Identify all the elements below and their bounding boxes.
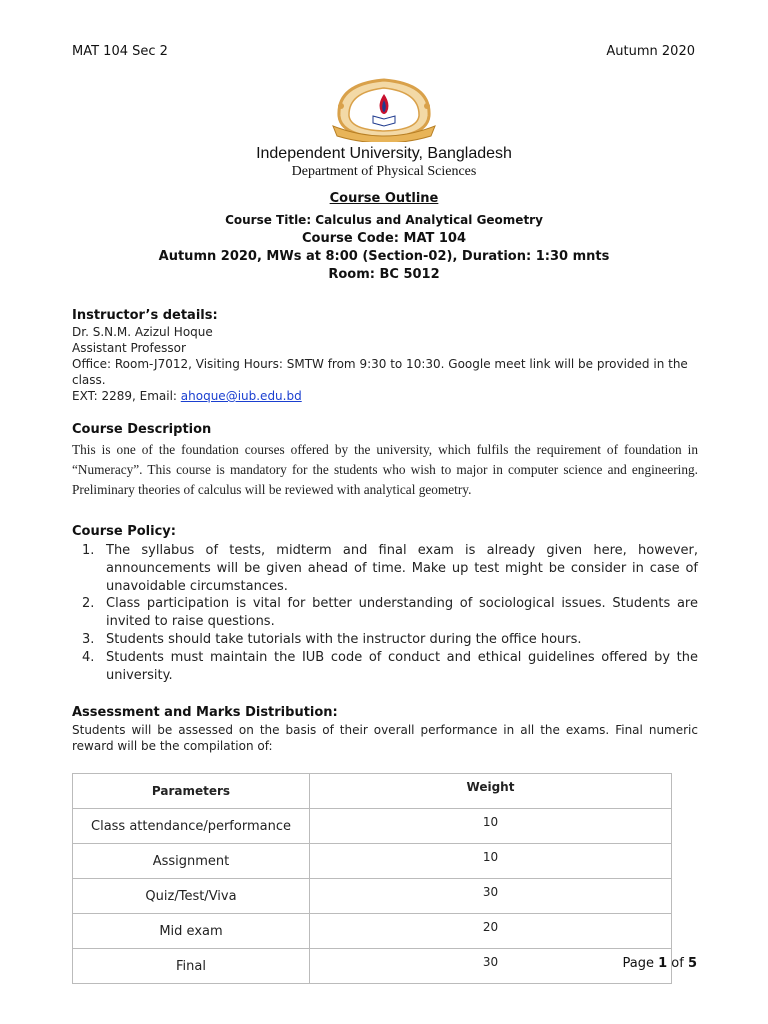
description-heading: Course Description	[72, 422, 212, 437]
course-code: Course Code: MAT 104	[301, 231, 467, 246]
table-header-row	[73, 774, 672, 809]
assessment-text: Students will be assessed on the basis of their overall performance in all the exams. Final numeric reward will be the compilation of:	[72, 723, 698, 753]
list-text: Students should take tutorials with the instructor during the office hours.	[106, 631, 582, 647]
table-row	[73, 844, 672, 879]
instructor-office: Office: Room-J7012, Visiting Hours: SMTW from 9:30 to 10:30. Google meet link will be provided in the class.	[72, 357, 688, 387]
list-number: 3.	[82, 631, 95, 647]
table-row	[73, 809, 672, 844]
parameter-cell: Mid exam	[73, 914, 310, 949]
instructor-title: Assistant Professor	[72, 341, 186, 355]
weight-cell: 30	[310, 879, 672, 914]
department-name: Department of Physical Sciences	[291, 164, 477, 179]
table-row	[73, 914, 672, 949]
list-item	[72, 542, 698, 595]
list-item	[72, 595, 698, 631]
contact-prefix: EXT: 2289, Email:	[72, 389, 181, 403]
instructor-heading: Instructor’s details:	[72, 308, 218, 323]
list-text: Students must maintain the IUB code of conduct and ethical guidelines offered by the university.	[106, 649, 698, 683]
policy-list	[72, 542, 698, 684]
marks-table	[72, 773, 672, 984]
course-room: Room: BC 5012	[328, 267, 440, 282]
instructor-details	[72, 324, 697, 404]
list-text: The syllabus of tests, midterm and final exam is already given here, however, announcements will be given ahead of time. Make up test might be consider in case of unavoidable circumstances.	[106, 543, 698, 594]
list-text: Class participation is vital for better understanding of sociological issues. Students are invited to raise questions.	[106, 596, 698, 630]
course-schedule: Autumn 2020, MWs at 8:00 (Section-02), Duration: 1:30 mnts	[158, 249, 610, 264]
weight-cell: 10	[310, 844, 672, 879]
table-row	[73, 949, 672, 984]
university-seal-icon	[319, 76, 449, 142]
table-row	[73, 879, 672, 914]
page-of: of	[667, 956, 688, 971]
weight-cell: 30	[310, 949, 672, 984]
weight-cell: 20	[310, 914, 672, 949]
parameter-cell: Assignment	[73, 844, 310, 879]
university-name: Independent University, Bangladesh	[256, 145, 512, 162]
parameter-cell: Quiz/Test/Viva	[73, 879, 310, 914]
header-course: MAT 104 Sec 2	[72, 44, 168, 59]
list-item	[72, 649, 698, 685]
current-page: 1	[658, 956, 668, 971]
instructor-contact	[72, 388, 697, 404]
parameter-cell: Final	[73, 949, 310, 984]
list-item	[72, 631, 698, 649]
list-number: 4.	[82, 649, 95, 665]
column-header-weight: Weight	[310, 774, 672, 809]
description-text: This is one of the foundation courses offered by the university, which fulfils the requirement of foundation in “Numeracy”. This course is mandatory for the students who wish to major in computer science and engineering. Preliminary theories of calculus will be reviewed with analytical geometry.	[72, 442, 698, 497]
assessment-heading: Assessment and Marks Distribution:	[72, 705, 338, 720]
email-link[interactable]: ahoque@iub.edu.bd	[180, 389, 302, 403]
page-number	[623, 956, 698, 971]
parameter-cell: Class attendance/performance	[73, 809, 310, 844]
policy-heading: Course Policy:	[72, 524, 176, 539]
course-title: Course Title: Calculus and Analytical Geometry	[225, 213, 543, 227]
header-term: Autumn 2020	[606, 44, 695, 59]
page-label: Page	[622, 956, 659, 971]
weight-cell: 10	[310, 809, 672, 844]
instructor-name: Dr. S.N.M. Azizul Hoque	[72, 325, 213, 339]
column-header-parameters: Parameters	[73, 774, 310, 809]
university-logo	[319, 76, 449, 142]
total-pages: 5	[687, 956, 697, 971]
list-number: 1.	[82, 543, 95, 558]
list-number: 2.	[82, 596, 95, 612]
document-heading: Course Outline	[329, 191, 439, 206]
